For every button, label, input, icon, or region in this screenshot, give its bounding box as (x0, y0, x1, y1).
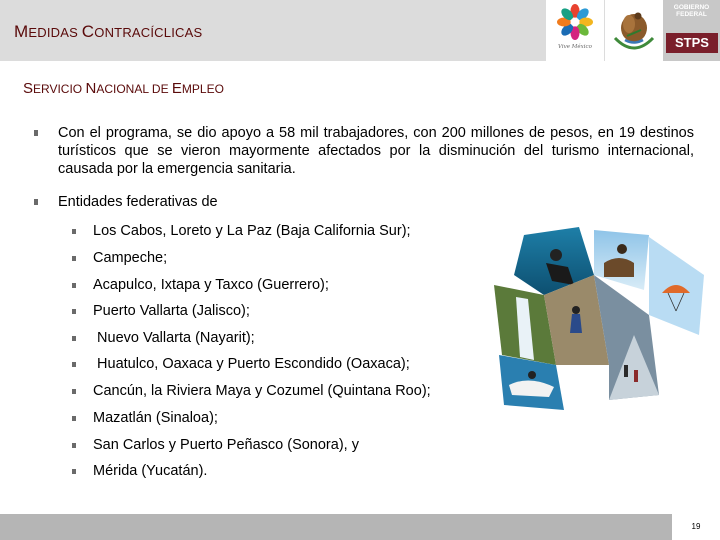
list-item-text: Campeche; (93, 250, 168, 266)
list-item-text: Nuevo Vallarta (Nayarit); (93, 330, 255, 346)
footer-bar (0, 514, 720, 540)
header-title-rest-2: ONTRACÍCLICAS (94, 25, 203, 40)
list-item-text: Mazatlán (Sinaloa); (93, 410, 218, 426)
bullet-square-icon (72, 389, 76, 394)
list-item-text: Acapulco, Ixtapa y Taxco (Guerrero); (93, 277, 329, 293)
header-bar (0, 0, 720, 61)
bullet-square-icon (72, 256, 76, 261)
bullet-square-icon (72, 309, 76, 314)
eagle-shield-icon (605, 0, 663, 61)
section-title-initial-3: E (171, 80, 182, 97)
list-item (72, 302, 250, 320)
bullet-square-icon (72, 443, 76, 448)
list-item-text: Mérida (Yucatán). (93, 463, 208, 479)
list-item-text: Los Cabos, Loreto y La Paz (Baja California Sur); (93, 223, 411, 239)
bullet-square-icon (72, 416, 76, 421)
header-title (14, 22, 202, 42)
list-item (72, 222, 411, 240)
bullet-square-icon (72, 336, 76, 341)
bullet-square-icon (72, 469, 76, 474)
list-item (72, 276, 329, 294)
list-item-text: Cancún, la Riviera Maya y Cozumel (Quintana Roo); (93, 383, 431, 399)
flower-logo-icon (546, 0, 604, 44)
program-paragraph-text: Con el programa, se dio apoyo a 58 mil trabajadores, con 200 millones de pesos, en 19 destinos turísticos que se vieron mayormente afectados por la disminución del turismo internacional, causada por la emergencia sanitaria. (58, 125, 694, 177)
vive-mexico-logo (546, 0, 604, 61)
bullet-square-icon (72, 229, 76, 234)
section-title-rest-1: ERVICIO (33, 82, 86, 96)
vive-mexico-caption: Vive México (558, 44, 592, 50)
list-item (72, 436, 359, 454)
list-item (72, 249, 167, 267)
header-title-rest-1: EDIDAS (28, 25, 82, 40)
list-item (72, 462, 207, 480)
bullet-square-icon (72, 283, 76, 288)
section-title-initial-2: N (85, 80, 97, 97)
bullet-square-icon (34, 199, 38, 205)
list-item (72, 409, 218, 427)
bullet-square-icon (72, 362, 76, 367)
entities-paragraph-text: Entidades federativas de (58, 194, 218, 210)
header-title-initial-2: C (81, 22, 95, 41)
tourism-photo-collage (484, 215, 710, 415)
national-shield-logo (605, 0, 663, 61)
gob-line-1: GOBIERNO (673, 4, 710, 11)
section-title-rest-3: MPLEO (181, 82, 224, 96)
list-item-text: Huatulco, Oaxaca y Puerto Escondido (Oaxaca); (93, 356, 410, 372)
program-paragraph (34, 124, 694, 178)
list-item (72, 382, 431, 400)
list-item (72, 355, 410, 373)
page-number: 19 (672, 514, 720, 540)
list-item (72, 329, 255, 347)
header-title-initial-1: M (14, 22, 29, 41)
list-item-text: Puerto Vallarta (Jalisco); (93, 303, 250, 319)
gob-line-2: FEDERAL (676, 11, 707, 18)
bullet-square-icon (34, 130, 38, 136)
section-title-initial-1: S (23, 80, 34, 97)
section-title (23, 80, 224, 97)
list-item-text: San Carlos y Puerto Peñasco (Sonora), y (93, 437, 359, 453)
tourism-collage-image (484, 215, 710, 415)
section-title-rest-2: ACIONAL DE (96, 82, 172, 96)
entities-paragraph (34, 193, 334, 211)
stps-badge: STPS (666, 33, 718, 53)
